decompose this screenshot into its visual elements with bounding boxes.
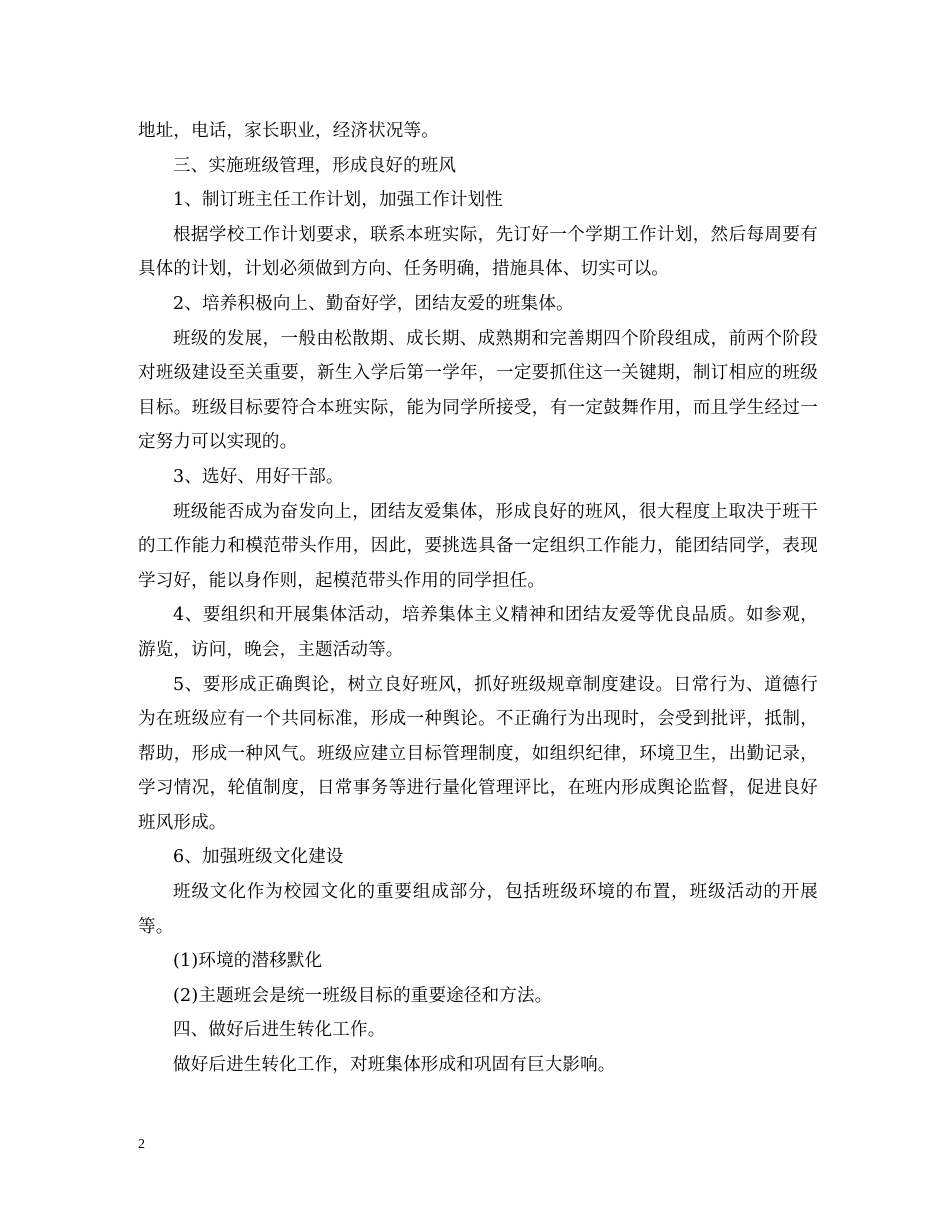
item-heading-2: 2、培养积极向上、勤奋好学，团结友爱的班集体。 bbox=[173, 293, 574, 314]
sub-item-1: (1)环境的潜移默化 bbox=[173, 951, 323, 972]
item-heading-5: 5、要形成正确舆论，树立良好班风，抓好班级规章制度建设。日常行为、道德行为在班级应有一个共同标准，形成一种舆论。不正确行为出现时，会受到批评，抵制，帮助，形成一种风气。班级应建立目标管理制度，如组织纪律，环境卫生，出勤记录，学习情况，轮值制度，日常事务等进行量化管理评比，在班内形成舆论监督，促进良好班风形成。 bbox=[138, 674, 818, 833]
sub-item-2: (2)主题班会是统一班级目标的重要途径和方法。 bbox=[173, 985, 553, 1006]
paragraph-class-cadres: 班级能否成为奋发向上，团结友爱集体，形成良好的班风，很大程度上取决于班干的工作能力和模范带头作用，因此，要挑选具备一定组织工作能力，能团结同学，表现学习好，能以身作则，起模范带头作用的同学担任。 bbox=[138, 501, 818, 591]
paragraph-class-culture: 班级文化作为校园文化的重要组成部分，包括班级环境的布置，班级活动的开展等。 bbox=[138, 882, 818, 937]
paragraph-1: 地址，电话，家长职业，经济状况等。 bbox=[138, 121, 439, 141]
item-heading-4: 4、要组织和开展集体活动，培养集体主义精神和团结友爱等优良品质。如参观，游览，访问，晚会，主题活动等。 bbox=[138, 605, 818, 660]
paragraph-underachievers: 做好后进生转化工作，对班集体形成和巩固有巨大影响。 bbox=[173, 1055, 616, 1076]
document-body bbox=[138, 114, 818, 1083]
section-heading-3: 三、实施班级管理，形成良好的班风 bbox=[173, 155, 457, 176]
page-number: 2 bbox=[138, 1137, 145, 1152]
item-heading-3: 3、选好、用好干部。 bbox=[173, 466, 344, 487]
paragraph-work-plan: 根据学校工作计划要求，联系本班实际，先订好一个学期工作计划，然后每周要有具体的计划，计划必须做到方向、任务明确，措施具体、切实可以。 bbox=[138, 224, 818, 280]
paragraph-class-development: 班级的发展，一般由松散期、成长期、成熟期和完善期四个阶段组成，前两个阶段对班级建设至关重要，新生入学后第一学年，一定要抓住这一关键期，制订相应的班级目标。班级目标要符合本班实际，能为同学所接受，有一定鼓舞作用，而且学生经过一定努力可以实现的。 bbox=[138, 328, 818, 453]
section-heading-4: 四、做好后进生转化工作。 bbox=[173, 1020, 386, 1041]
item-heading-6: 6、加强班级文化建设 bbox=[173, 847, 344, 868]
item-heading-1: 1、制订班主任工作计划，加强工作计划性 bbox=[173, 190, 503, 211]
